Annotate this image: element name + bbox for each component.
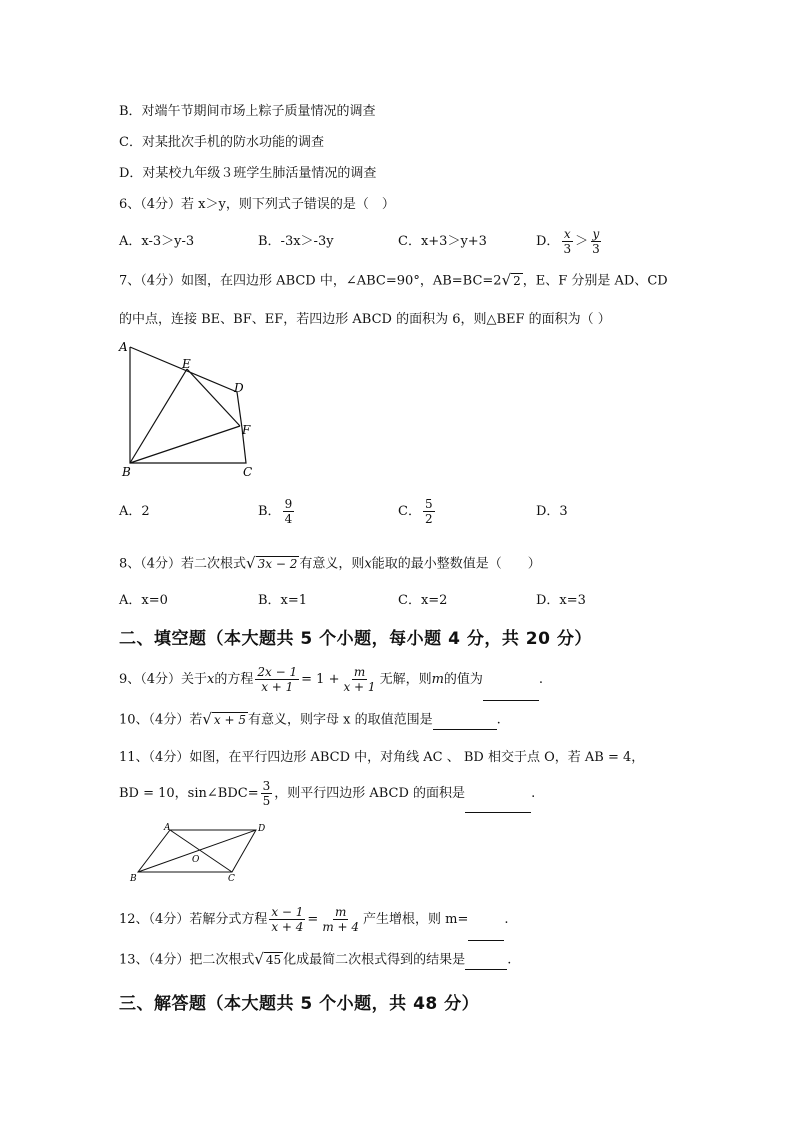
fraction-numerator: 2x − 1 — [257, 665, 298, 679]
q9-text-4: 的值为 — [443, 672, 483, 687]
label-c: C — [228, 874, 235, 884]
label-d: D — [258, 824, 266, 834]
q6-operator: ＞ — [575, 234, 589, 249]
q11-text-2: ，则平行四边形 ABCD 的面积是 — [274, 786, 466, 801]
fraction-denominator: 3 — [592, 242, 600, 256]
option-label: B． — [258, 504, 281, 519]
fraction-denominator: m + 4 — [322, 920, 360, 934]
q12-answer-blank[interactable] — [468, 900, 504, 941]
label-b: B — [122, 465, 131, 479]
q7-c-fraction — [423, 497, 435, 526]
label-f: F — [242, 423, 251, 437]
q8-stem-text: 8、（4分）若二次根式 — [119, 556, 247, 572]
q6-option-d-label: D． — [536, 234, 560, 249]
section-heading-solve: 三、解答题（本大题共 5 个小题，共 48 分） — [119, 994, 480, 1014]
q5-option-d: D．对某校九年级３班学生肺活量情况的调查 — [119, 166, 377, 181]
q7-quadrilateral-figure — [112, 336, 262, 481]
q8-variable: x — [364, 556, 372, 572]
q8-stem-text-2: 有意义，则 — [299, 556, 365, 572]
q10-period: . — [496, 712, 501, 728]
q9-period: . — [538, 672, 544, 687]
q7-sqrt: √ 2 — [501, 271, 521, 289]
q9-text-3: 无解，则 — [379, 672, 432, 687]
fraction-denominator: x + 4 — [271, 920, 304, 934]
fraction-denominator: x + 1 — [343, 680, 376, 694]
q7-stem-text: 7、（4分）如图，在四边形 ABCD 中，∠ABC=90°，AB=BC=2 — [119, 273, 502, 289]
q10-text-2: 有意义，则字母 x 的取值范围是 — [247, 712, 433, 728]
fraction-numerator: y — [592, 227, 600, 241]
q13-line — [119, 951, 511, 970]
q8-option-a: A．x=0 — [119, 593, 168, 608]
q11-fraction — [261, 779, 273, 808]
q13-text-2: 化成最简二次根式得到的结果是 — [283, 952, 466, 968]
label-a: A — [119, 340, 128, 354]
q7-b-fraction — [283, 497, 295, 526]
q12-fraction-1 — [269, 905, 305, 934]
q12-text-2: 产生增根，则 m= — [363, 912, 469, 927]
label-d: D — [234, 381, 244, 395]
q7-stem-line1 — [119, 272, 668, 290]
q9-variable: x — [207, 672, 215, 687]
q11-parallelogram-figure — [128, 822, 273, 884]
radicand: 45 — [265, 953, 282, 967]
q11-answer-blank[interactable] — [465, 776, 531, 813]
q6-left-fraction — [561, 227, 573, 256]
label-b: B — [130, 874, 137, 884]
q13-period: . — [507, 952, 512, 968]
q9-equals: = 1 + — [301, 672, 340, 687]
radicand: 2 — [513, 274, 521, 288]
radicand: 3x − 2 — [257, 557, 298, 571]
q10-line — [119, 711, 501, 730]
q8-stem — [119, 555, 541, 573]
q6-right-fraction — [590, 227, 602, 256]
label-e: E — [182, 357, 191, 371]
q12-equals: = — [307, 912, 319, 927]
q11-line1: 11、（4分）如图，在平行四边形 ABCD 中，对角线 AC 、 BD 相交于点 O，若 AB = 4， — [119, 750, 645, 765]
q9-variable-m: m — [431, 672, 444, 687]
q13-answer-blank[interactable] — [465, 953, 507, 970]
q8-stem-text-3: 能取的最小整数值是（ ） — [371, 556, 541, 572]
q6-option-a: A．x-3＞y-3 — [119, 234, 195, 249]
q5-option-b: B．对端午节期间市场上粽子质量情况的调查 — [119, 104, 376, 119]
q9-fraction-2 — [341, 665, 377, 694]
diagonal-ac — [170, 830, 232, 872]
q9-text: 9、（4分）关于 — [119, 672, 208, 687]
q12-text: 12、（4分）若解分式方程 — [119, 912, 268, 927]
label-c: C — [243, 465, 253, 479]
q9-answer-blank[interactable] — [483, 660, 539, 701]
q8-option-d: D．x=3 — [536, 593, 586, 608]
q13-sqrt: √ 45 — [254, 950, 282, 968]
q7-option-c — [398, 494, 437, 530]
fraction-denominator: 3 — [563, 242, 572, 256]
q7-option-a: A．2 — [119, 504, 150, 519]
diagonal-bd — [138, 830, 256, 872]
q12-period: . — [504, 912, 509, 927]
q13-text: 13、（4分）把二次根式 — [119, 952, 255, 968]
fraction-denominator: 2 — [424, 512, 433, 526]
q11-text: BD = 10，sin∠BDC= — [119, 786, 259, 801]
q11-line2 — [119, 776, 535, 813]
fraction-numerator: 3 — [262, 779, 271, 793]
fraction-numerator: 9 — [284, 497, 293, 511]
q10-text: 10、（4分）若 — [119, 712, 203, 728]
q7-stem-line2: 的中点，连接 BE、BF、EF，若四边形 ABCD 的面积为 6，则△BEF 的面积为（ ） — [119, 312, 611, 327]
q8-option-c: C．x=2 — [398, 593, 448, 608]
q6-option-c: C．x+3＞y+3 — [398, 234, 487, 249]
segment-ef — [187, 369, 240, 426]
radicand: x + 5 — [213, 713, 246, 727]
segment-be — [130, 369, 187, 463]
fraction-denominator: x + 1 — [261, 680, 294, 694]
label-a: A — [164, 823, 171, 833]
q5-option-c: C．对某批次手机的防水功能的调查 — [119, 135, 324, 150]
q8-sqrt: √ 3x − 2 — [246, 554, 298, 572]
q9-line — [119, 660, 543, 701]
q10-answer-blank[interactable] — [433, 713, 497, 730]
option-label: C． — [398, 504, 421, 519]
q11-period: . — [531, 786, 536, 801]
fraction-denominator: 4 — [284, 512, 293, 526]
fraction-numerator: m — [334, 905, 347, 919]
q8-option-b: B．x=1 — [258, 593, 308, 608]
fraction-numerator: m — [353, 665, 366, 679]
fraction-numerator: x — [563, 227, 571, 241]
fraction-numerator: x − 1 — [271, 905, 304, 919]
q7-stem-text-2: ，E、F 分别是 AD、CD — [522, 273, 668, 289]
q7-option-b — [258, 494, 296, 530]
q6-option-b: B．-3x＞-3y — [258, 234, 334, 249]
q10-sqrt: √ x + 5 — [202, 710, 246, 728]
fraction-denominator: 5 — [262, 794, 271, 808]
q9-text-2: 的方程 — [214, 672, 254, 687]
q6-stem: 6、（4分）若 x＞y，则下列式子错误的是（ ） — [119, 197, 395, 212]
q6-option-d — [536, 224, 604, 260]
fraction-numerator: 5 — [424, 497, 433, 511]
q7-option-d: D．3 — [536, 504, 568, 519]
q9-fraction-1 — [255, 665, 299, 694]
q12-line — [119, 900, 509, 941]
q12-fraction-2 — [320, 905, 361, 934]
segment-bf — [130, 426, 240, 463]
section-heading-fill-in: 二、填空题（本大题共 5 个小题，每小题 4 分，共 20 分） — [119, 629, 592, 649]
label-o: O — [192, 855, 200, 865]
